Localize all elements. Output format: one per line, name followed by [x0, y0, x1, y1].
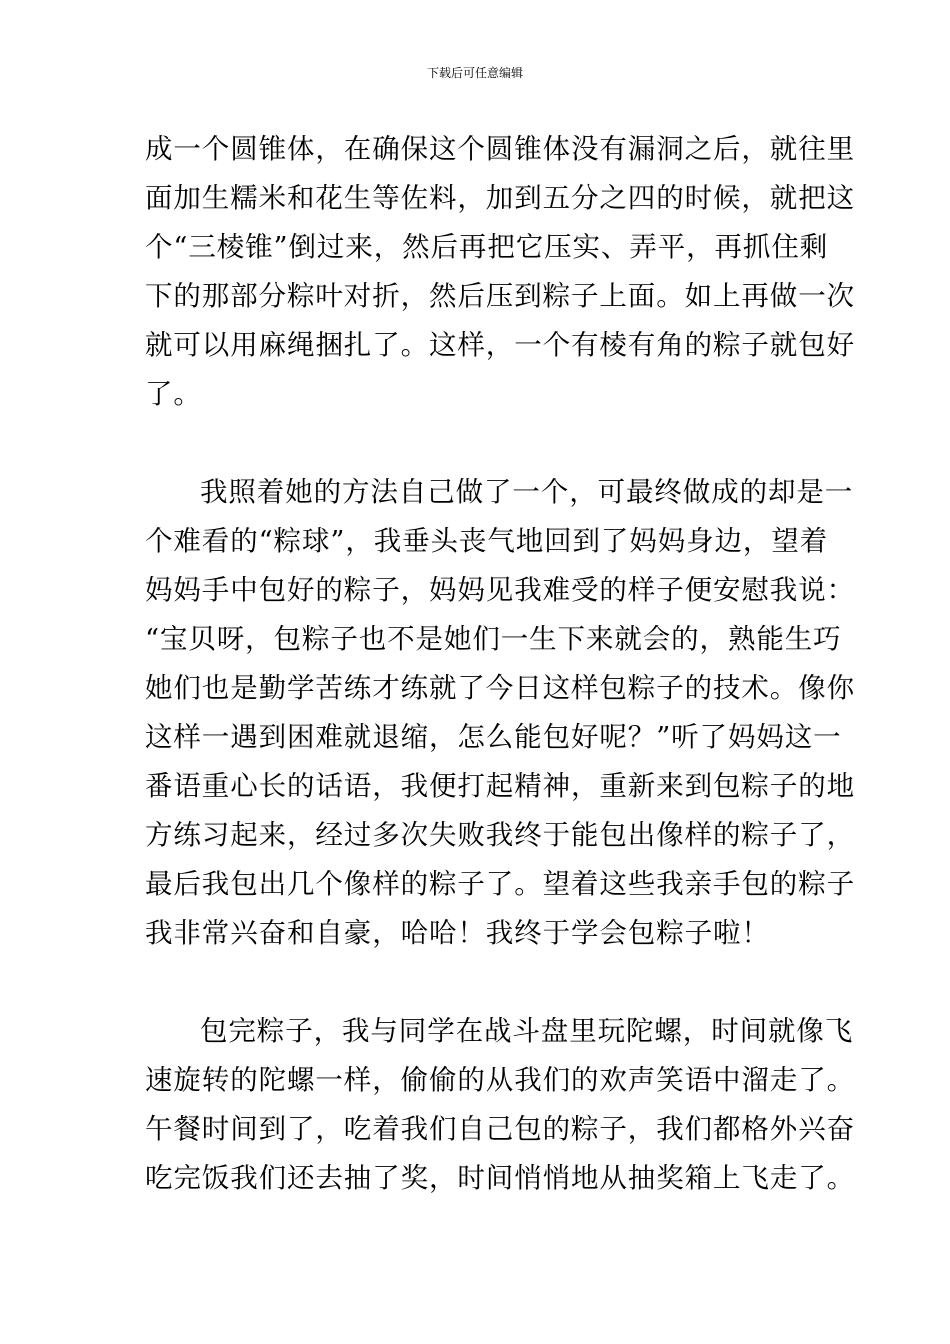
paragraph-3: [145, 1007, 855, 1203]
text-line: 番语重心长的话语，我便打起精神，重新来到包粽子的地: [145, 770, 855, 802]
text-line: 最后我包出几个像样的粽子了。望着这些我亲手包的粽子: [145, 868, 855, 900]
paragraph-spacer: [145, 958, 810, 1007]
text-line: 午餐时间到了，吃着我们自己包的粽子，我们都格外兴奋: [145, 1113, 855, 1145]
document-body: [145, 125, 855, 1203]
text-line: 妈妈手中包好的粽子，妈妈见我难受的样子便安慰我说：: [145, 574, 855, 606]
text-line: 就可以用麻绳捆扎了。这样，一个有棱有角的粽子就包好: [145, 329, 855, 361]
paragraph-spacer: [145, 419, 810, 468]
paragraph-2: [145, 468, 855, 958]
text-line: 下的那部分粽叶对折，然后压到粽子上面。如上再做一次: [145, 280, 855, 312]
text-line: 我非常兴奋和自豪，哈哈！我终于学会包粽子啦！: [145, 917, 770, 949]
page-header: 下载后可任意编辑: [426, 66, 523, 80]
text-line: “宝贝呀，包粽子也不是她们一生下来就会的，熟能生巧: [145, 623, 842, 655]
text-line: 面加生糯米和花生等佐料，加到五分之四的时候，就把这: [145, 182, 855, 214]
text-line: 她们也是勤学苦练才练就了今日这样包粽子的技术。像你: [145, 672, 855, 704]
text-line: 包完粽子，我与同学在战斗盘里玩陀螺，时间就像飞: [200, 1015, 854, 1047]
text-line: 这样一遇到困难就退缩，怎么能包好呢？”听了妈妈这一: [145, 721, 842, 753]
text-line: 速旋转的陀螺一样，偷偷的从我们的欢声笑语中溜走了。: [145, 1064, 855, 1096]
text-line: 方练习起来，经过多次失败我终于能包出像样的粽子了，: [145, 819, 855, 851]
text-line: 我照着她的方法自己做了一个，可最终做成的却是一: [200, 476, 854, 508]
text-line: 个难看的“粽球”，我垂头丧气地回到了妈妈身边，望着: [145, 525, 829, 557]
text-line: 吃完饭我们还去抽了奖，时间悄悄地从抽奖箱上飞走了。: [145, 1162, 855, 1194]
text-line: 成一个圆锥体，在确保这个圆锥体没有漏洞之后，就往里: [145, 133, 855, 165]
text-line: 了。: [145, 378, 202, 410]
text-line: 个“三棱锥”倒过来，然后再把它压实、弄平，再抓住剩: [145, 231, 829, 263]
paragraph-1: [145, 125, 855, 419]
